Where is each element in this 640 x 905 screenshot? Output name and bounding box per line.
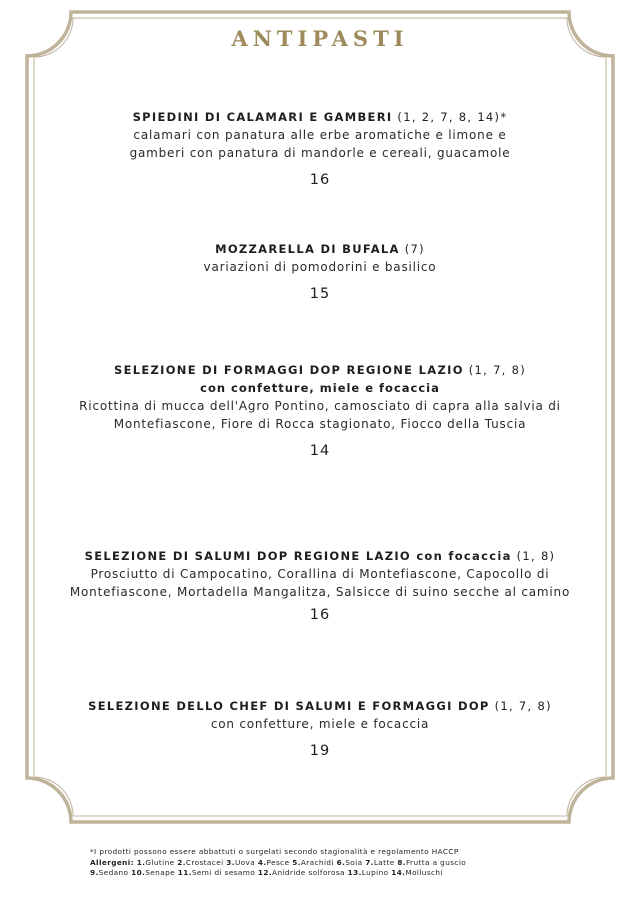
allergen-name: Molluschi [405, 868, 443, 877]
item-description: gamberi con panatura di mandorle e cereali, guacamole [129, 146, 511, 160]
allergen-number: 14. [391, 868, 406, 877]
allergen-name: Semi di sesamo [191, 868, 256, 877]
allergen-name: Arachidi [300, 857, 334, 867]
item-allergens: (1, 7, 8) [468, 363, 526, 377]
item-price: 16 [309, 172, 331, 188]
allergen-number: 7. [365, 857, 374, 867]
allergen-number: 10. [131, 868, 146, 877]
item-name: SELEZIONE DI FORMAGGI DOP REGIONE LAZIO [113, 363, 464, 377]
item-allergens: (1, 7, 8) [494, 699, 552, 713]
allergen-name: Frutta a guscio [405, 857, 467, 867]
allergen-name: Pesce [266, 857, 290, 867]
allergen-number: 11. [177, 868, 192, 877]
allergen-list-continued [90, 868, 590, 879]
allergen-name: Soia [345, 857, 363, 867]
allergen-number: 12. [257, 868, 273, 877]
page-title: ANTIPASTI [231, 26, 409, 51]
allergen-name: Glutine [145, 857, 175, 867]
allergen-name: Lupino [361, 868, 389, 877]
allergen-number: 3. [226, 857, 235, 867]
item-allergens: (1, 8) [516, 549, 556, 563]
allergen-number: 4. [257, 857, 267, 867]
item-subtitle: con confetture, miele e focaccia [200, 381, 440, 395]
allergen-number: 8. [397, 857, 406, 867]
item-description: Montefiascone, Fiore di Rocca stagionato, Fiocco della Tuscia [113, 417, 527, 431]
allergen-number: 2. [177, 857, 186, 867]
item-heading [40, 241, 600, 258]
item-heading [40, 362, 600, 379]
menu-item [40, 109, 600, 188]
item-description: Montefiascone, Mortadella Mangalitza, Salsicce di suino secche al camino [69, 585, 571, 599]
item-allergens: (1, 2, 7, 8, 14)* [397, 110, 508, 124]
allergen-number: 6. [336, 857, 346, 867]
allergen-label: Allergeni: [90, 857, 134, 867]
item-description: con confetture, miele e focaccia [210, 717, 430, 731]
item-price: 14 [309, 443, 331, 459]
allergen-number: 13. [347, 868, 362, 877]
menu-item [40, 698, 600, 759]
allergen-name: Latte [373, 857, 395, 867]
item-heading [40, 698, 600, 715]
allergen-name: Crostacei [185, 857, 224, 867]
item-description: variazioni di pomodorini e basilico [203, 260, 437, 274]
item-heading [40, 548, 600, 565]
allergen-name: Anidride solforosa [272, 868, 345, 877]
item-heading [40, 109, 600, 126]
item-price: 19 [309, 743, 331, 759]
item-description: calamari con panatura alle erbe aromatiche e limone e [133, 128, 507, 142]
allergen-number: 9. [90, 868, 99, 877]
allergen-name: Senape [145, 868, 175, 877]
allergen-number: 1. [136, 857, 146, 867]
allergen-name: Uova [234, 857, 256, 867]
item-price: 16 [309, 607, 331, 623]
allergen-name: Sedano [98, 868, 129, 877]
item-name: SPIEDINI DI CALAMARI E GAMBERI [132, 110, 393, 124]
item-name: SELEZIONE DI SALUMI DOP REGIONE LAZIO con focaccia [84, 549, 512, 563]
menu-item [40, 241, 600, 302]
item-name: MOZZARELLA DI BUFALA [215, 242, 400, 256]
menu-item [40, 362, 600, 459]
allergen-footer [90, 847, 590, 879]
item-description: Ricottina di mucca dell'Agro Pontino, camosciato di capra alla salvia di [79, 399, 561, 413]
footer-note: *I prodotti possono essere abbattuti o surgelati secondo stagionalità e regolamento HACCP [90, 847, 459, 856]
allergen-number: 5. [292, 857, 301, 867]
item-allergens: (7) [404, 242, 425, 256]
item-price: 15 [309, 286, 331, 302]
allergen-list [90, 858, 590, 869]
item-name: SELEZIONE DELLO CHEF DI SALUMI E FORMAGGI DOP [88, 699, 490, 713]
menu-item [40, 548, 600, 623]
item-description: Prosciutto di Campocatino, Corallina di Montefiascone, Capocollo di [90, 567, 550, 581]
